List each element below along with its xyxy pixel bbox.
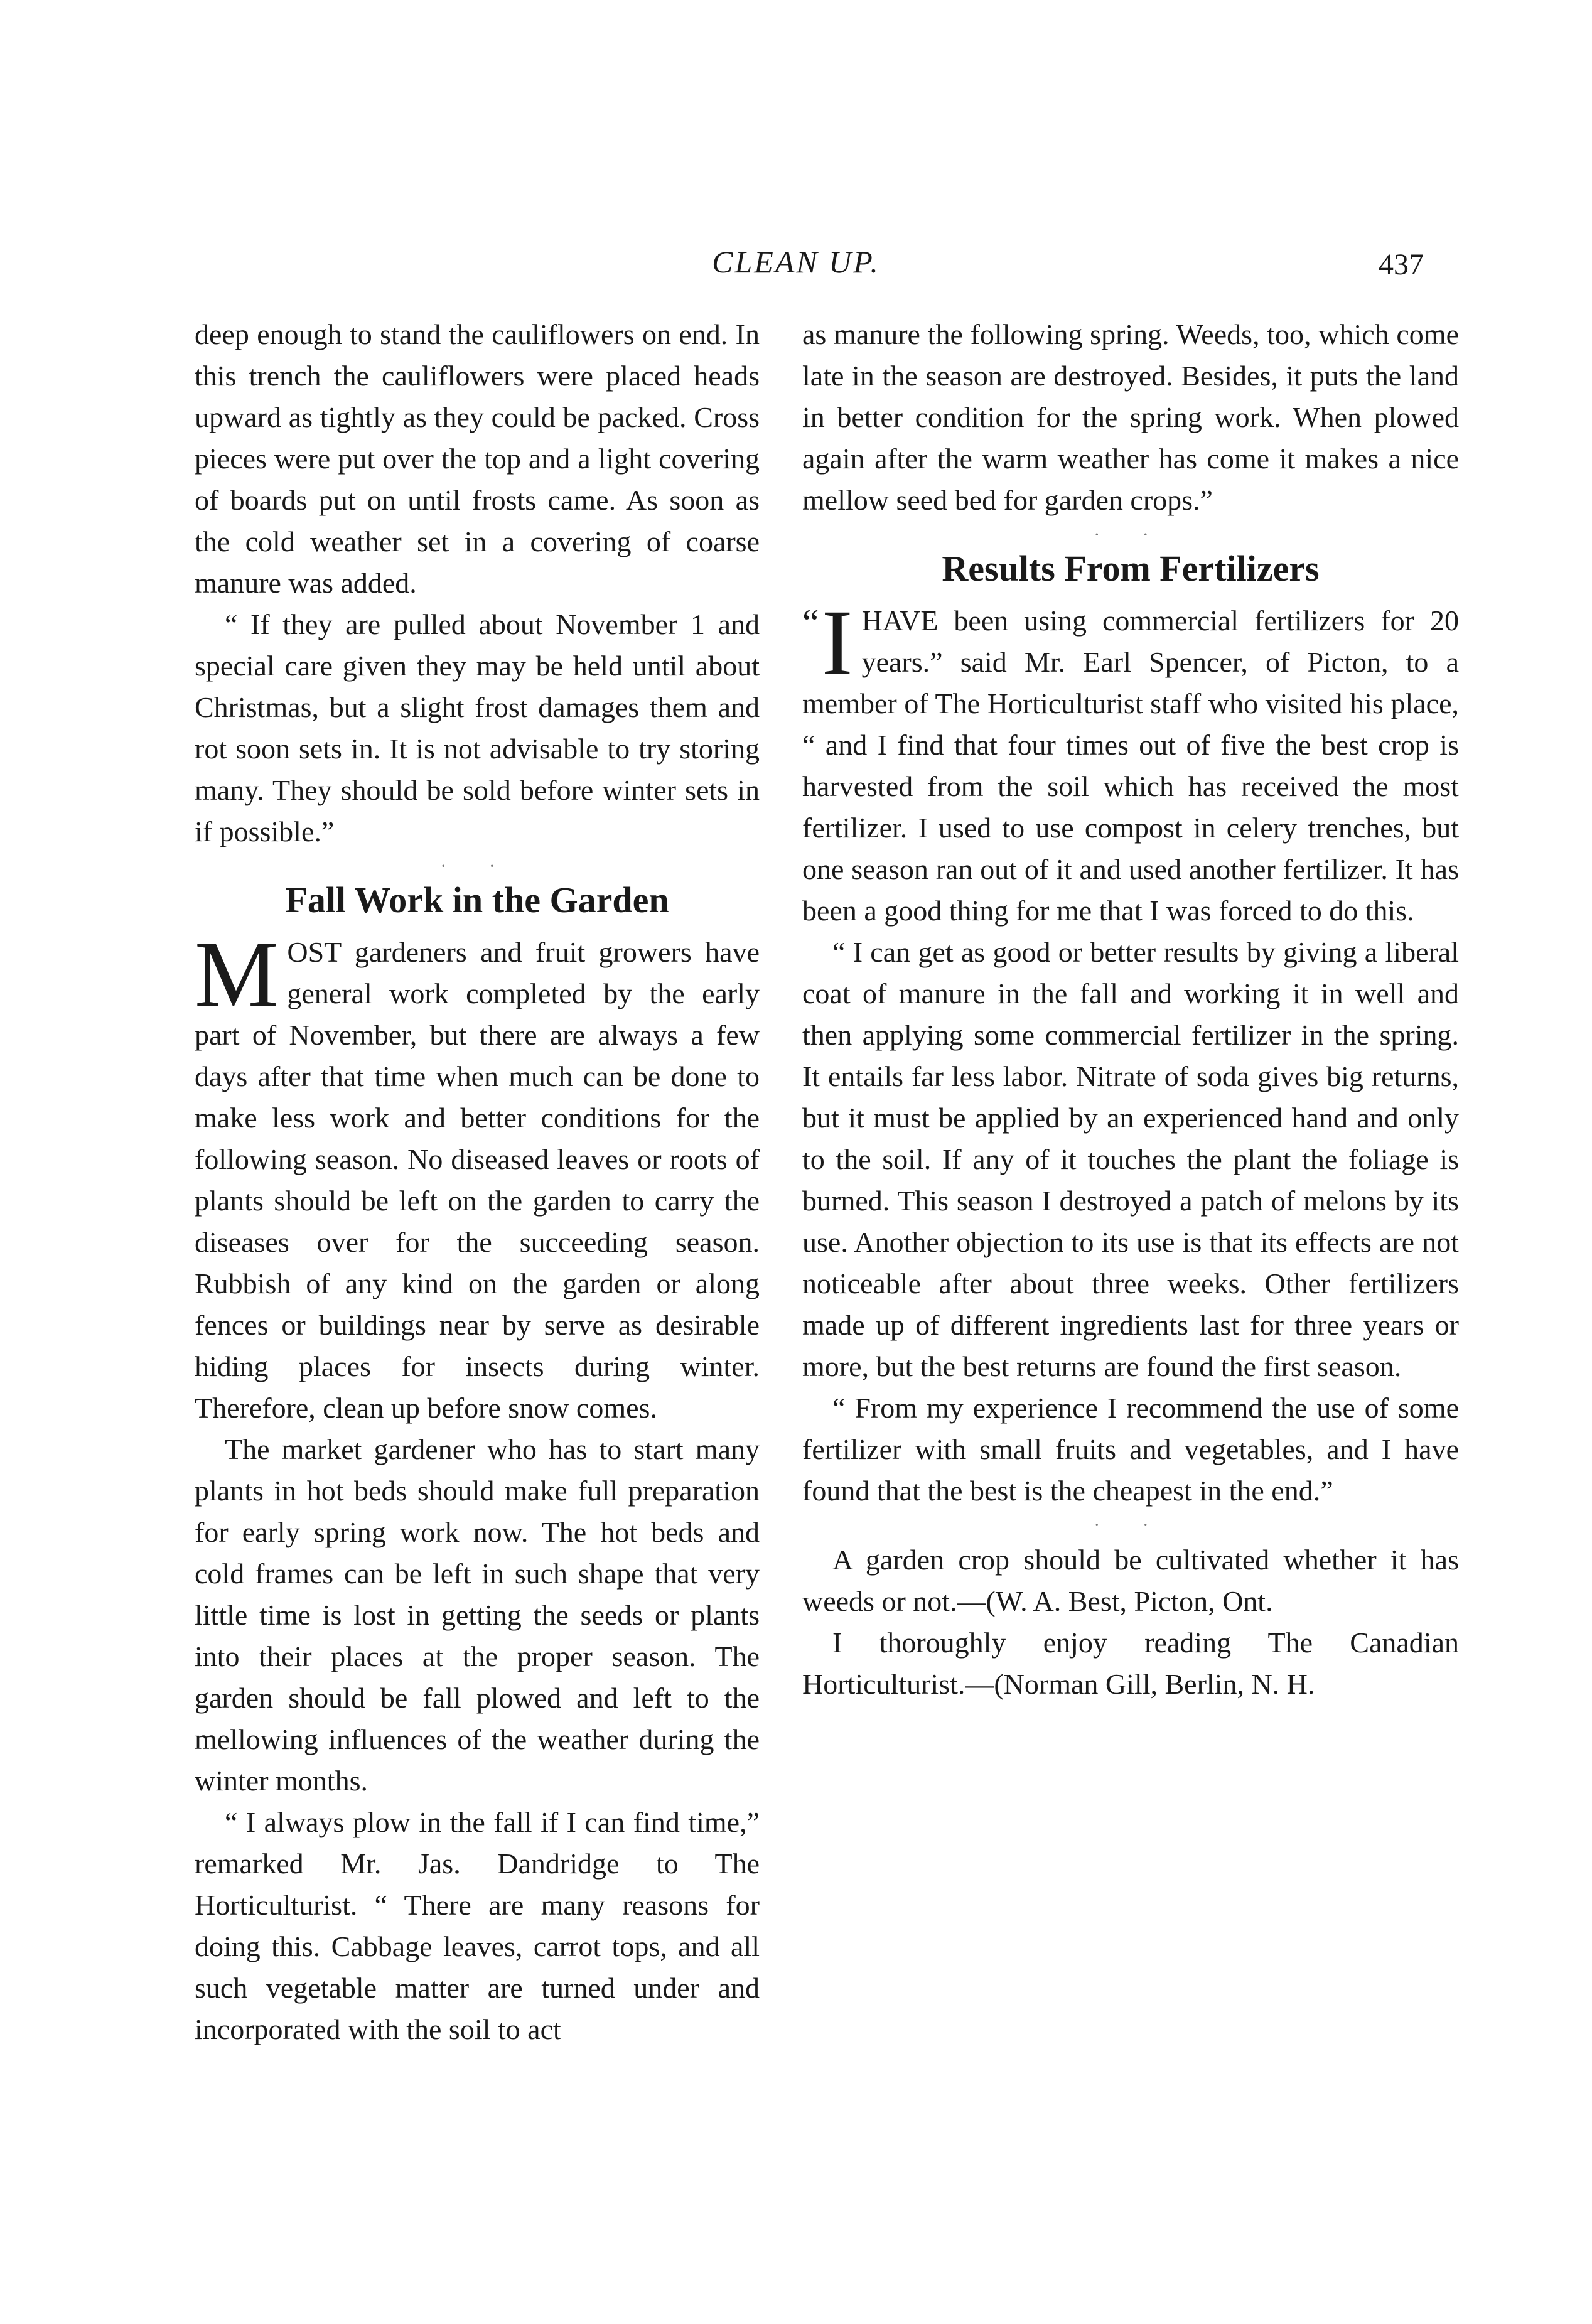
reader-letter-best: A garden crop should be cultivated whether it has weeds or not.—(W. A. Best, Picton, Ont. xyxy=(802,1544,1459,1617)
article-heading-fertilizers: Results From Fertilizers xyxy=(942,548,1320,589)
left-quote-paragraph: “ If they are pulled about November 1 and special care given they may be held until about Christmas, but a slight frost damages them and rot soon sets in. It is not advisable to try storing many. They should be sold before winter sets in if possible.” xyxy=(195,608,760,847)
fertilizers-first-paragraph xyxy=(802,591,1459,932)
fall-work-second-paragraph: The market gardener who has to start many plants in hot beds should make full preparation for early spring work now. The hot beds and cold frames can be left in such shape that very little time is lost in getting the seeds or plants into their places at the proper season. The garden should be fall plowed and left to the mellowing influences of the weather during the winter months. xyxy=(195,1433,760,1797)
dropcap-letter: I xyxy=(821,591,853,695)
heading-spacer xyxy=(195,920,760,932)
section-divider: · · xyxy=(1094,524,1168,545)
fall-work-first-paragraph xyxy=(195,922,760,1429)
page-number: 437 xyxy=(1379,248,1424,281)
section-divider: · · xyxy=(1094,1515,1168,1536)
fertilizers-first-paragraph-text: HAVE been using commercial fertilizers for 20 years.” said Mr. Earl Spencer, of Picton, to a member of The Horticulturist staff who visited his place, “ and I find that four times out of five the best crop is harvested from the soil which has received the most fertilizer. I used to use compost in celery trenches, but one season ran out of it and used another fertilizer. It has been a good thing for me that I was forced to do this. xyxy=(802,605,1459,927)
left-continuation-paragraph: deep enough to stand the cauliflowers on end. In this trench the cauliflowers were placed heads upward as tightly as they could be packed. Cross pieces were put over the top and a light covering of boards put on until frosts came. As soon as the cold weather set in a covering of coarse manure was added. xyxy=(195,318,760,599)
section-divider: · · xyxy=(440,856,514,876)
left-column xyxy=(195,314,760,2050)
page-header xyxy=(0,244,1592,288)
fall-work-first-paragraph-text: OST gardeners and fruit growers have general work completed by the early part of November, but there are always a few days after that time when much can be done to make less work and better conditions for the following season. No diseased leaves or roots of plants should be left on the garden to carry the diseases over for the succeeding season. Rubbish of any kind on the garden or along fences or buildings near by serve as desirable hiding places for insects during winter. Therefore, clean up before snow comes. xyxy=(195,936,760,1424)
running-title: CLEAN UP. xyxy=(712,244,880,279)
heading-spacer xyxy=(802,589,1459,600)
reader-letter-gill: I thoroughly enjoy reading The Canadian Horticulturist.—(Norman Gill, Berlin, N. H. xyxy=(802,1627,1459,1700)
right-continuation-paragraph: as manure the following spring. Weeds, too, which come late in the season are destroyed. Besides, it puts the land in better condition for the spring work. When plowed again after the warm weather has come it makes a nice mellow seed bed for garden crops.” xyxy=(802,318,1459,516)
dropcap-letter: M xyxy=(195,922,279,1026)
open-quote-mark: “ xyxy=(802,602,819,643)
fertilizers-third-paragraph: “ From my experience I recommend the use of some fertilizer with small fruits and vegetables, and I have found that the best is the cheapest in the end.” xyxy=(802,1392,1459,1507)
fertilizers-second-paragraph: “ I can get as good or better results by giving a liberal coat of manure in the fall and working it in well and then applying some commercial fertilizer in the spring. It entails far less labor. Nitrate of soda gives big returns, but it must be applied by an experienced hand and only to the soil. If any of it touches the plant the foliage is burned. This season I destroyed a patch of melons by its use. Another objection to its use is that its effects are not noticeable after about three weeks. Other fertilizers made up of different ingredients last for three years or more, but the best returns are found the first season. xyxy=(802,936,1459,1382)
right-column xyxy=(802,314,1459,1705)
article-heading-fall-work: Fall Work in the Garden xyxy=(285,880,669,920)
fall-work-third-paragraph: “ I always plow in the fall if I can find time,” remarked Mr. Jas. Dandridge to The Horticulturist. “ There are many reasons for doing this. Cabbage leaves, carrot tops, and all such vegetable matter are turned under and incorporated with the soil to act xyxy=(195,1806,760,2045)
